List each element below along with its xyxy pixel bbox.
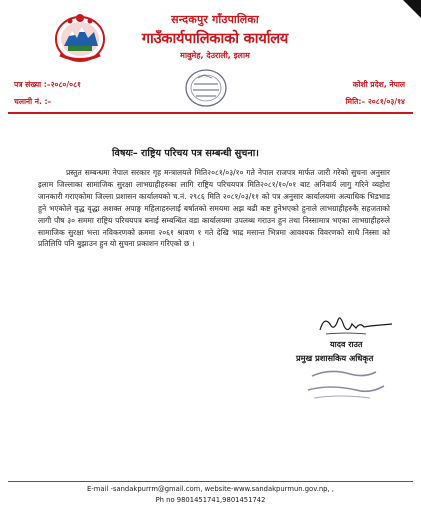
province: कोशी प्रदेश, नेपाल bbox=[352, 80, 405, 89]
office-name: गाउँकार्यपालिकाको कार्यालय bbox=[141, 30, 289, 47]
dispatch-number: चलानी नं. :– bbox=[14, 97, 52, 106]
footer-divider bbox=[8, 481, 413, 482]
corner-mark bbox=[403, 0, 421, 18]
signatory-name: यादव राउत bbox=[330, 340, 363, 349]
office-address: मावुमेह, देउराली, इलाम bbox=[180, 51, 250, 60]
header-divider bbox=[8, 112, 413, 114]
footer-contact: E-mail -sandakpurrm@gmail.com, website-www.sandakpurmun.gov.np, , bbox=[87, 485, 334, 493]
letter-date: मिति:– २०८१/०३/१४ bbox=[345, 97, 405, 106]
office-stamp-icon bbox=[176, 60, 236, 116]
reference-number: पत्र संख्या :–२०८०/०८१ bbox=[14, 80, 81, 89]
body-text: प्रस्तुत सम्बन्धमा नेपाल सरकार गृह मन्त्रालयले मिति२०८१/०३/१० गते नेपाल राजपत्र मार्फत जारी गरेको सुचना अनुसार इलाम जिल्लाका सामाजिक सुरक्षा लाभग्राहीहरुका लागि राष्ट्रिय परिचयपत्र मिति२०८१/१०/०१ बाट अनिवार्य लागु गरिने व्यहोरा जानकारी गराएकोमा जिल्ला प्रशासन कार्यालयको च.नं. २९८६ मिति २०८१/०३/११ को पत्र अनुसार कार्यालयमा अत्याधिक भिडभाड हुने भएकोले वृद्ध वृद्धा अशक्त अपाङ्ग महिलाहरुलाई बर्षातको समयमा अझ बढी कष्ट हुनेभएको हुनाले लाभग्राहीहरुकै सहजताको लागी पौष ३० सममा राष्ट्रिय परिचयपत्र बनाई सम्बन्धित वडा कार्यालयमा उपलब्ध गराउन हुन तथा निस्सामात्र भएका लाभग्राहीहरुले सामाजिक सुरक्षा भत्ता नविकरणको क्रममा २०६१ श्रावण १ गते देखि भाद्र मसान्त भित्रमा आवश्यक विवरणको साथै निस्सा को प्रतिलिपि पनि बुझाउन हुन यो सुचना प्रकाशन गरिएको छ । bbox=[38, 168, 390, 249]
signatory-title: प्रमुख प्रशासकिय अधिकृत bbox=[296, 353, 374, 363]
signatory-stamp-icon bbox=[300, 364, 390, 404]
footer-phone: Ph no 9801451741,9801451742 bbox=[155, 496, 266, 504]
subject-line: विषयः– राष्ट्रिय परिचय पत्र सम्बन्धी सुचना। bbox=[112, 148, 259, 159]
nepal-emblem-icon bbox=[50, 10, 110, 66]
body-paragraph bbox=[38, 167, 390, 250]
municipality-name: सन्दकपुर गाँउपालिका bbox=[171, 13, 259, 26]
signature-mark bbox=[316, 310, 396, 340]
